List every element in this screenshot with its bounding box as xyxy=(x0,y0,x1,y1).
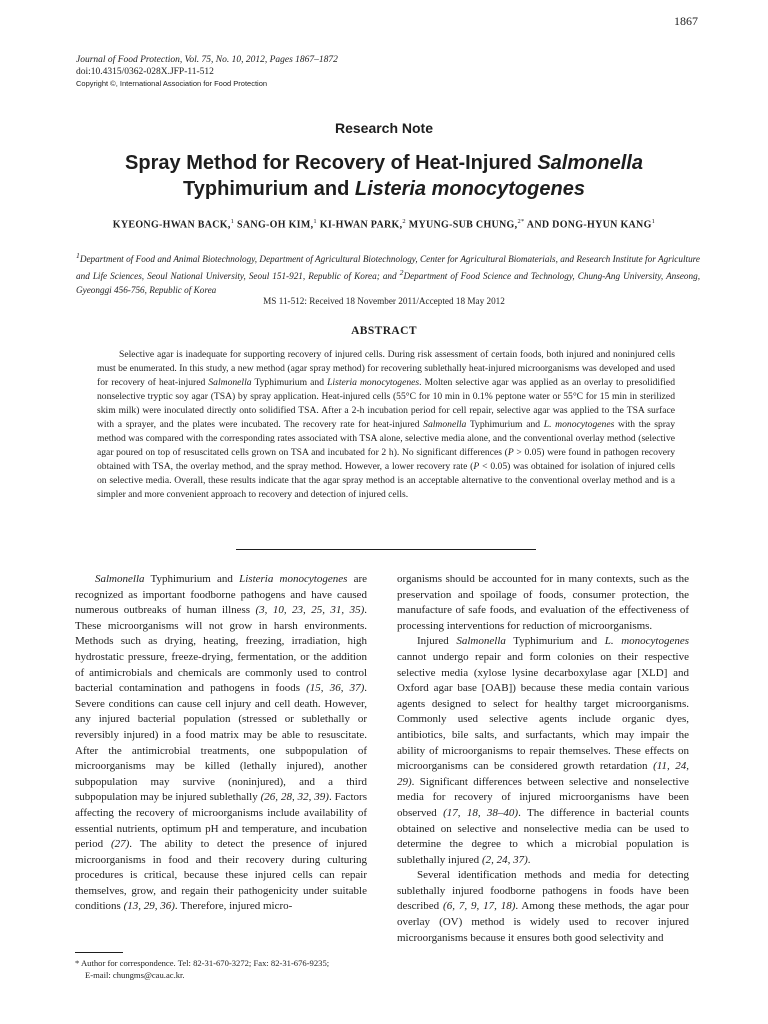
affiliation-number: 2 xyxy=(399,268,404,278)
abstract-heading: ABSTRACT xyxy=(351,325,417,337)
author: AND DONG-HYUN KANG xyxy=(524,219,652,231)
footnote-divider xyxy=(75,952,123,953)
footnote-contact: * Author for correspondence. Tel: 82-31-670-3272; Fax: 82-31-676-9235; xyxy=(75,958,330,968)
section-label: Research Note xyxy=(334,120,434,136)
copyright: Copyright ©, International Association for Food Protection xyxy=(76,79,268,88)
abstract-body xyxy=(97,348,675,502)
abstract-divider xyxy=(236,549,536,550)
author-list xyxy=(40,218,728,230)
title-part: Spray Method for Recovery of Heat-Injured xyxy=(125,152,538,174)
author: SANG-OH KIM, xyxy=(234,219,314,231)
title-part: Typhimurium and xyxy=(183,178,355,200)
author: MYUNG-SUB CHUNG, xyxy=(405,219,518,231)
citation-refs: (17, 18, 38–40) xyxy=(443,806,519,819)
citation-refs: (2, 24, 37) xyxy=(481,853,528,866)
title-organism: Salmonella xyxy=(537,152,643,174)
author-affiliation-mark: 1 xyxy=(651,218,656,225)
author-affiliation-mark: 1 xyxy=(313,218,317,225)
journal-citation: Journal of Food Protection, Vol. 75, No. 10, 2012, Pages 1867–1872 xyxy=(76,55,338,65)
body-paragraph: Injured Salmonella Typhimurium and L. monocytogenes cannot undergo repair and form colonies on their respective selective media (xylose lysine decarboxylase agar [XLD] and Oxford agar base [OAB]) because these media contain various agents designed to select for healthy target microorganisms. Commonly used selective agents include organic dyes, antibiotics, bile salts, and surfactants, which may impair the ability of microorganisms to repair themselves. These effects on microorganisms can be considered growth retardation (11, 24, 29). Significant differences between selective and nonselective media for recovery of injured microorganisms have been observed (17, 18, 38–40). The difference in bacterial counts obtained on selective and nonselective media can be used to determine the degree to which a microbial population is sublethally injured (2, 24, 37). xyxy=(397,635,689,866)
affiliation-number: 1 xyxy=(76,251,80,260)
affiliation-text: Department of Food and Animal Biotechnology, Department of Agricultural Biotechnology, Center for Agricultural Biomaterials, and Research Institute for Agriculture and Life Sciences, Seoul National University, Seoul 151-921, Republic of Korea; and xyxy=(76,254,700,282)
author-affiliation-mark: 1 xyxy=(230,218,235,225)
title-organism: Listeria monocytogenes xyxy=(354,178,585,200)
doi: doi:10.4315/0362-028X.JFP-11-512 xyxy=(76,67,214,77)
body-column-right xyxy=(397,572,689,946)
correspondence-footnote xyxy=(75,958,375,981)
body-paragraph: Salmonella Typhimurium and Listeria monocytogenes are recognized as important foodborne pathogens and have caused numerous outbreaks of human illness (3, 10, 23, 25, 31, 35). These microorganisms will not grow in harsh environments. Methods such as drying, heating, freezing, irradiation, high hydrostatic pressure, freeze-drying, fermentation, or the addition of antimicrobials and chemicals are commonly used to control bacterial contamination and pathogens in foods (15, 36, 37). Severe conditions can cause cell injury and cell death. However, any injured bacterial population (stressed or sublethally or reversibly injured) in a food matrix may be able to resuscitate. After the antimicrobial treatments, one subpopulation of microorganisms may be killed (lethally injured), another subpopulation may survive (noninjured), and a third subpopulation may be injured sublethally (26, 28, 32, 39). Factors affecting the recovery of microorganisms include availability of essential nutrients, optimum pH and temperature, and incubation period (27). The ability to detect the presence of injured microorganisms in food and their recovery during culturing procedures is critical, because these injured cells can repair themselves, grow, and regain their pathogenicity under suitable conditions (13, 29, 36). Therefore, injured micro- xyxy=(75,573,368,913)
received-dates: MS 11-512: Received 18 November 2011/Accepted 18 May 2012 xyxy=(263,296,505,306)
author: KYEONG-HWAN BACK, xyxy=(112,219,231,231)
citation-refs: (27) xyxy=(110,838,130,851)
author-affiliation-mark: 2* xyxy=(517,218,525,225)
article-title xyxy=(60,150,708,202)
citation-refs: (6, 7, 9, 17, 18) xyxy=(443,900,516,913)
footnote-email: E-mail: chungms@cau.ac.kr. xyxy=(85,969,185,980)
body-paragraph: Several identification methods and media for detecting sublethally injured foodborne pathogens in foods have been described (6, 7, 9, 17, 18). Among these methods, the agar pour overlay (OV) method is widely used to recover injured microorganisms because it ensures both good selectivity and xyxy=(397,869,689,944)
author: KI-HWAN PARK, xyxy=(316,219,403,231)
author-affiliation-mark: 2 xyxy=(402,218,406,225)
abstract-paragraph: Selective agar is inadequate for supporting recovery of injured cells. During risk assessment of certain foods, both injured and noninjured cells must be enumerated. In this study, a new method (agar spray method) for recovering sublethally heat-injured microorganisms was developed and used for recovery of heat-injured Salmonella Typhimurium and Listeria monocytogenes. Molten selective agar was applied as an overlay to presolidified nonselective tryptic soy agar (TSA) by spray application. Heat-injured cells (55°C for 10 min in 0.1% peptone water or 55°C for 15 min in sterilized skim milk) were inoculated directly onto solidified TSA. After a 2-h incubation period for cell repair, selective agar was applied to the TSA surface with a sprayer, and the plates were incubated. The recovery rate for heat-injured Salmonella Typhimurium and L. monocytogenes with the spray method was compared with the corresponding rates associated with TSA alone, selective media alone, and the conventional overlay method (selective agar poured on top of resuscitated cells grown on TSA and incubated for 2 h). No significant differences (P > 0.05) were found in pathogen recovery obtained with TSA, the overlay method, and the spray method. However, a lower recovery rate (P < 0.05) was obtained for isolation of injured cells on selective media. Overall, these results indicate that the agar spray method is an acceptable alternative to the conventional overlay method and is a simpler and more convenient approach to recovery and detection of injured cells. xyxy=(97,349,675,500)
affiliation-text: Department of Food Science and Technology, Chung-Ang University, Anseong, Gyeonggi 456-756, Republic of Korea xyxy=(76,271,700,295)
citation-refs: (15, 36, 37) xyxy=(306,682,365,695)
citation-refs: (3, 10, 23, 25, 31, 35) xyxy=(255,604,365,617)
citation-refs: (11, 24, 29) xyxy=(397,760,689,788)
body-column-left xyxy=(75,572,367,915)
body-paragraph: organisms should be accounted for in many contexts, such as the preservation and spoilage of foods, consumer protection, the manufacture of safe foods, and evaluation of the effectiveness of processing interventions for reduction of microorganisms. xyxy=(397,573,689,632)
journal-info xyxy=(76,54,338,90)
page-number: 1867 xyxy=(674,14,698,28)
citation-refs: (13, 29, 36) xyxy=(123,900,175,913)
affiliations xyxy=(76,249,700,297)
citation-refs: (26, 28, 32, 39) xyxy=(260,791,329,804)
